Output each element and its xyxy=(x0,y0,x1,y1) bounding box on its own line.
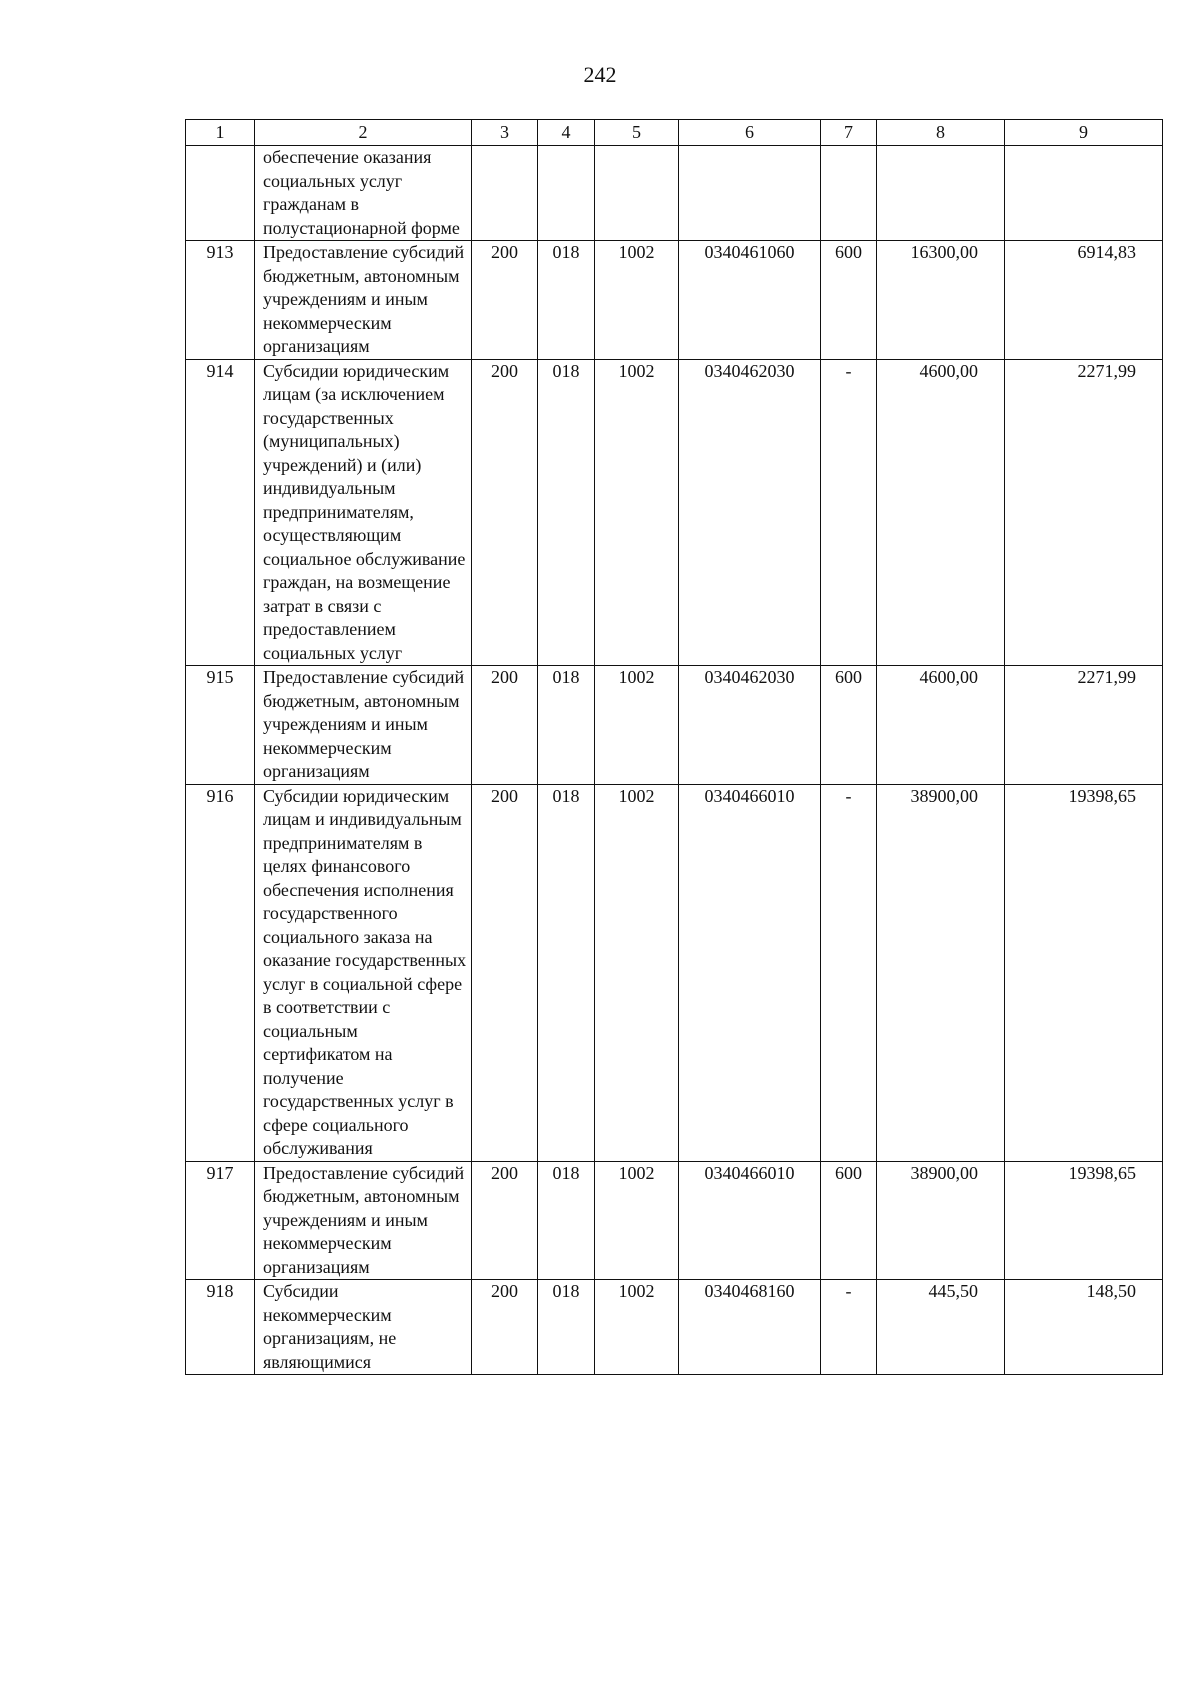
table-row xyxy=(186,784,1163,1161)
cell-col7: - xyxy=(821,359,877,666)
cell-col6: 0340462030 xyxy=(679,666,821,785)
cell-col4: 018 xyxy=(538,666,595,785)
header-row xyxy=(186,120,1163,146)
cell-col7: 600 xyxy=(821,666,877,785)
cell-col7: 600 xyxy=(821,1161,877,1280)
cell-col7: - xyxy=(821,784,877,1161)
cell-col3: 200 xyxy=(472,666,538,785)
table-row xyxy=(186,359,1163,666)
cell-col5: 1002 xyxy=(595,241,679,360)
row-number: 918 xyxy=(186,1280,255,1375)
cell-col5: 1002 xyxy=(595,1161,679,1280)
cell-col8 xyxy=(877,146,1005,241)
cell-col4: 018 xyxy=(538,1280,595,1375)
row-name: обеспечение оказания социальных услуг гражданам в полустационарной форме xyxy=(255,146,472,241)
header-cell-2: 2 xyxy=(255,120,472,146)
cell-col9: 19398,65 xyxy=(1005,784,1163,1161)
row-number: 913 xyxy=(186,241,255,360)
cell-col7: - xyxy=(821,1280,877,1375)
row-number: 915 xyxy=(186,666,255,785)
cell-col3: 200 xyxy=(472,1161,538,1280)
table-row xyxy=(186,146,1163,241)
row-name: Предоставление субсидий бюджетным, автономным учреждениям и иным некоммерческим организациям xyxy=(255,666,472,785)
cell-col7: 600 xyxy=(821,241,877,360)
cell-col7 xyxy=(821,146,877,241)
row-name: Субсидии юридическим лицам и индивидуальным предпринимателям в целях финансового обеспечения исполнения государственного социального заказа на оказание государственных услуг в социальной сфере в соответствии с социальным сертификатом на получение государственных услуг в сфере социального обслуживания xyxy=(255,784,472,1161)
cell-col6: 0340468160 xyxy=(679,1280,821,1375)
table-row xyxy=(186,241,1163,360)
cell-col5: 1002 xyxy=(595,1280,679,1375)
cell-col9 xyxy=(1005,146,1163,241)
row-number: 914 xyxy=(186,359,255,666)
cell-col6: 0340466010 xyxy=(679,1161,821,1280)
cell-col9: 19398,65 xyxy=(1005,1161,1163,1280)
budget-table xyxy=(185,119,1163,1375)
cell-col6: 0340461060 xyxy=(679,241,821,360)
cell-col3 xyxy=(472,146,538,241)
row-number xyxy=(186,146,255,241)
header-cell-4: 4 xyxy=(538,120,595,146)
cell-col4: 018 xyxy=(538,1161,595,1280)
cell-col9: 6914,83 xyxy=(1005,241,1163,360)
header-cell-8: 8 xyxy=(877,120,1005,146)
header-cell-6: 6 xyxy=(679,120,821,146)
cell-col8: 16300,00 xyxy=(877,241,1005,360)
header-cell-5: 5 xyxy=(595,120,679,146)
cell-col5: 1002 xyxy=(595,784,679,1161)
cell-col4 xyxy=(538,146,595,241)
row-name: Предоставление субсидий бюджетным, автономным учреждениям и иным некоммерческим организациям xyxy=(255,241,472,360)
row-name: Предоставление субсидий бюджетным, автономным учреждениям и иным некоммерческим организациям xyxy=(255,1161,472,1280)
cell-col8: 4600,00 xyxy=(877,359,1005,666)
cell-col8: 38900,00 xyxy=(877,784,1005,1161)
cell-col3: 200 xyxy=(472,359,538,666)
header-cell-1: 1 xyxy=(186,120,255,146)
row-number: 917 xyxy=(186,1161,255,1280)
table-header xyxy=(186,120,1163,146)
table-row xyxy=(186,1280,1163,1375)
page-number: 242 xyxy=(583,62,617,87)
cell-col3: 200 xyxy=(472,1280,538,1375)
cell-col5: 1002 xyxy=(595,666,679,785)
header-cell-3: 3 xyxy=(472,120,538,146)
row-name: Субсидии юридическим лицам (за исключением государственных (муниципальных) учреждений) и (или) индивидуальным предпринимателям, осуществляющим социальное обслуживание граждан, на возмещение затрат в связи с предоставлением социальных услуг xyxy=(255,359,472,666)
cell-col4: 018 xyxy=(538,241,595,360)
cell-col4: 018 xyxy=(538,784,595,1161)
cell-col3: 200 xyxy=(472,241,538,360)
header-cell-7: 7 xyxy=(821,120,877,146)
row-number: 916 xyxy=(186,784,255,1161)
cell-col4: 018 xyxy=(538,359,595,666)
cell-col8: 445,50 xyxy=(877,1280,1005,1375)
cell-col3: 200 xyxy=(472,784,538,1161)
cell-col6: 0340462030 xyxy=(679,359,821,666)
table-body xyxy=(186,146,1163,1375)
cell-col5: 1002 xyxy=(595,359,679,666)
cell-col5 xyxy=(595,146,679,241)
cell-col8: 38900,00 xyxy=(877,1161,1005,1280)
cell-col8: 4600,00 xyxy=(877,666,1005,785)
cell-col6 xyxy=(679,146,821,241)
cell-col9: 148,50 xyxy=(1005,1280,1163,1375)
cell-col6: 0340466010 xyxy=(679,784,821,1161)
table-row xyxy=(186,1161,1163,1280)
row-name: Субсидии некоммерческим организациям, не являющимися xyxy=(255,1280,472,1375)
header-cell-9: 9 xyxy=(1005,120,1163,146)
cell-col9: 2271,99 xyxy=(1005,666,1163,785)
cell-col9: 2271,99 xyxy=(1005,359,1163,666)
table-row xyxy=(186,666,1163,785)
